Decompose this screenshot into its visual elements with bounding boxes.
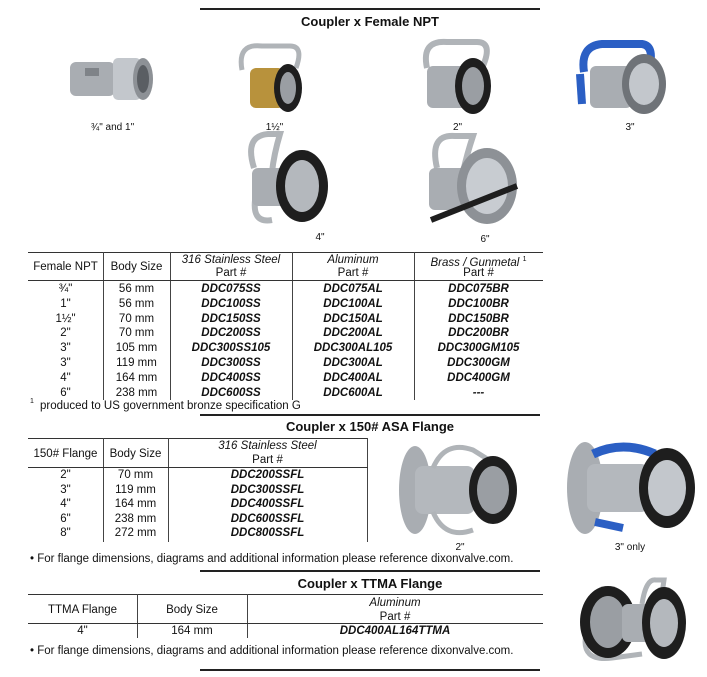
header-150-flange: 150# Flange <box>33 448 98 460</box>
npt-size: 1" <box>60 297 71 310</box>
ss-part: DDC150SS <box>201 312 261 325</box>
npt-size: 3" <box>60 357 71 369</box>
coupler-075-100-image <box>65 50 160 110</box>
npt-size: ¾" <box>58 283 73 295</box>
flange-200-image <box>393 440 528 540</box>
header-brass-footnote-mark: 1 <box>522 256 527 263</box>
br-part: DDC200BR <box>448 327 509 340</box>
header-ttma-aluminum: Aluminum <box>369 597 421 609</box>
footnote-mark: 1 <box>30 398 34 405</box>
header-body-size: Body Size <box>110 261 163 273</box>
ss-part: DDC600SSFL <box>230 512 305 525</box>
header-asa-body-size: Body Size <box>109 448 162 460</box>
body-size: 70 mm <box>118 312 155 325</box>
body-size: 272 mm <box>114 527 157 540</box>
body-size: 119 mm <box>115 483 156 496</box>
br-part: DDC300GM <box>447 357 510 369</box>
al-part: DDC300AL <box>323 357 383 369</box>
coupler-300-blue-image <box>572 36 677 121</box>
al-part: DDC600AL <box>323 386 383 399</box>
body-size: 119 mm <box>116 357 157 369</box>
ss-part: DDC600SS <box>201 386 261 399</box>
al-part: DDC300AL105 <box>313 342 393 355</box>
ss-part: DDC800SSFL <box>230 527 305 540</box>
ss-part: DDC300SS <box>201 357 261 369</box>
ss-part: DDC300SS105 <box>191 342 271 355</box>
caption-600: 6" <box>480 234 490 245</box>
ss-part: DDC100SS <box>201 297 261 310</box>
header-ttma-body-size: Body Size <box>166 604 218 616</box>
caption-flange-200: 2" <box>455 542 465 553</box>
br-part: DDC400GM <box>447 371 510 384</box>
footnote-text: produced to US government bronze specification G <box>40 400 301 412</box>
caption-075-100: ¾" and 1" <box>90 122 135 133</box>
ttma-400-image <box>572 574 692 666</box>
header-ttma-part: Part # <box>379 611 411 623</box>
coupler-400-image <box>238 128 338 230</box>
header-al-part: Part # <box>337 267 369 279</box>
ttma-note: • For flange dimensions, diagrams and additional information please reference dixonvalve.com. <box>30 645 514 657</box>
flange-size: 3" <box>60 483 71 496</box>
header-female-npt: Female NPT <box>33 261 98 273</box>
npt-size: 2" <box>60 327 71 340</box>
ss-part: DDC400SSFL <box>230 498 305 511</box>
coupler-600-image <box>415 128 525 232</box>
br-part: DDC150BR <box>448 312 509 325</box>
npt-size: 6" <box>60 386 71 399</box>
flange-size: 2" <box>60 469 71 481</box>
ss-part: DDC300SSFL <box>230 483 305 496</box>
al-part: DDC150AL <box>323 312 383 325</box>
coupler-150-brass-image <box>232 38 317 123</box>
ss-part: DDC200SS <box>201 327 261 340</box>
br-part: DDC300GM105 <box>437 342 520 355</box>
npt-size: 4" <box>60 371 71 384</box>
section-title-ttma-flange: Coupler x TTMA Flange <box>297 576 443 591</box>
header-316-part: Part # <box>215 267 247 279</box>
br-part: DDC100BR <box>448 297 509 310</box>
header-brass-gunmetal: Brass / Gunmetal <box>430 256 520 269</box>
flange-size: 6" <box>60 512 71 525</box>
caption-flange-300: 3" only <box>614 542 646 553</box>
header-asa-316-ss: 316 Stainless Steel <box>218 440 317 452</box>
ttma-row-body: 164 mm <box>171 625 213 637</box>
header-ttma-flange: TTMA Flange <box>47 604 118 616</box>
caption-400: 4" <box>315 232 325 243</box>
coupler-200-image <box>415 36 505 121</box>
flange-size: 4" <box>60 498 71 511</box>
body-size: 164 mm <box>115 371 158 384</box>
br-part: --- <box>472 386 485 399</box>
body-size: 238 mm <box>115 386 158 399</box>
flange-size: 8" <box>60 527 71 540</box>
body-size: 70 mm <box>117 469 154 481</box>
header-asa-part: Part # <box>252 454 283 466</box>
caption-150: 1½" <box>265 122 284 133</box>
caption-300: 3" <box>625 122 635 133</box>
table1-top-border <box>28 252 543 253</box>
al-part: DDC100AL <box>323 297 383 310</box>
al-part: DDC400AL <box>323 371 383 384</box>
al-part: DDC075AL <box>323 283 383 295</box>
header-br-part: Part # <box>463 267 494 279</box>
header-316-ss: 316 Stainless Steel <box>181 254 281 266</box>
asa-note: • For flange dimensions, diagrams and additional information please reference dixonvalve.com. <box>30 553 514 565</box>
body-size: 105 mm <box>115 342 158 355</box>
al-part: DDC200AL <box>323 327 383 340</box>
section-title-asa-flange: Coupler x 150# ASA Flange <box>285 419 455 434</box>
ttma-row-part: DDC400AL164TTMA <box>339 625 451 637</box>
header-aluminum: Aluminum <box>327 254 379 266</box>
npt-size: 3" <box>60 342 71 355</box>
flange-300-blue-image <box>563 436 703 540</box>
ttma-row-size: 4" <box>77 625 88 637</box>
body-size: 70 mm <box>118 327 155 340</box>
body-size: 238 mm <box>114 512 157 525</box>
br-part: DDC075BR <box>448 283 509 295</box>
body-size: 164 mm <box>114 498 157 511</box>
body-size: 56 mm <box>118 283 155 295</box>
ss-part: DDC400SS <box>201 371 261 384</box>
ss-part: DDC200SSFL <box>230 469 305 481</box>
top-rule <box>200 8 540 10</box>
ss-part: DDC075SS <box>201 283 261 295</box>
npt-size: 1½" <box>55 312 76 325</box>
caption-200: 2" <box>452 122 463 133</box>
body-size: 56 mm <box>118 297 155 310</box>
section-title-female-npt: Coupler x Female NPT <box>301 14 439 29</box>
